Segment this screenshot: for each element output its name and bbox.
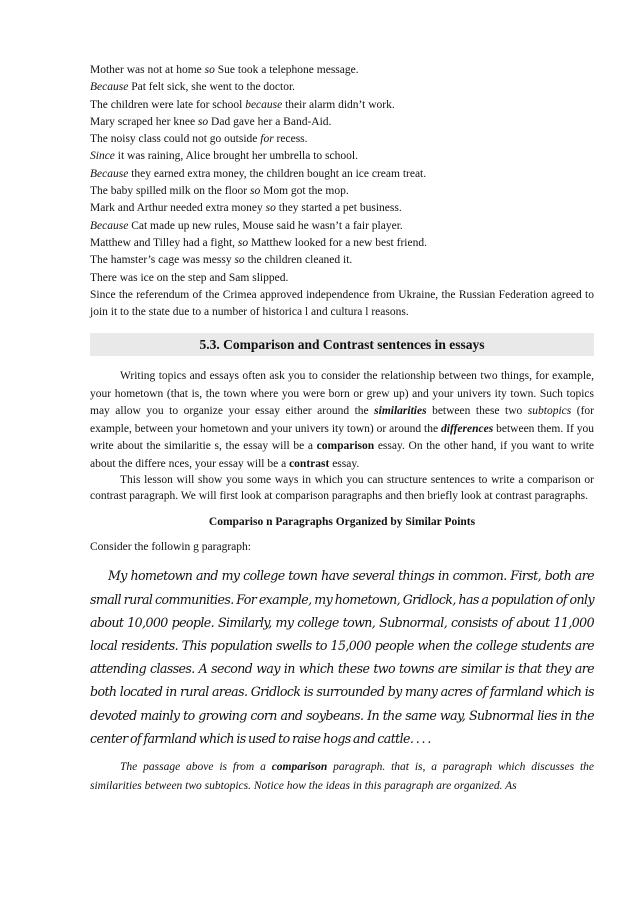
conjunction: for [260, 133, 274, 146]
crimea-sentence: Since the referendum of the Crimea approved independence from Ukraine, the Russian Federation agreed to join it to the state due to a number of historica l and cultura l reasons. [90, 288, 594, 319]
example-sentence: Since it was raining, Alice brought her umbrella to school. [90, 150, 358, 163]
example-sentence: Mary scraped her knee so Dad gave her a Band-Aid. [90, 115, 332, 128]
contrast-term: contrast [289, 457, 330, 470]
conjunction: Because [90, 219, 129, 232]
example-sentence: Because Cat made up new rules, Mouse said he wasn’t a fair player. [90, 219, 403, 232]
example-sentence: Matthew and Tilley had a fight, so Matthew looked for a new best friend. [90, 236, 427, 249]
conjunction: so [250, 185, 261, 198]
conjunction: so [204, 64, 215, 76]
closing-paragraph: The passage above is from a comparison paragraph. that is, a paragraph which discusses the similarities between two subtopics. Notice how the ideas in this paragraph are organized. As [90, 761, 594, 793]
example-sentences [90, 62, 594, 287]
comparison-subheading: Compariso n Paragraphs Organized by Similar Points [208, 516, 476, 529]
example-sentence: The children were late for school because their alarm didn’t work. [90, 98, 395, 111]
example-sentence: Mark and Arthur needed extra money so they started a pet business. [90, 202, 402, 215]
document-page [90, 62, 594, 796]
section-heading: 5.3. Comparison and Contrast sentences in essays [90, 333, 594, 356]
conjunction: so [265, 202, 276, 215]
conjunction: Because [90, 167, 129, 180]
example-sentence: The baby spilled milk on the floor so Mom got the mop. [90, 185, 349, 198]
consider-line: Consider the followin g paragraph: [90, 541, 251, 554]
conjunction: because [245, 98, 283, 111]
conjunction: Since [90, 150, 115, 163]
conjunction: so [234, 254, 245, 267]
subtopics-term: subtopics [527, 405, 572, 418]
conjunction: Because [90, 81, 129, 94]
similarities-term: similarities [374, 405, 427, 418]
conjunction: so [197, 115, 209, 128]
comparison-term: comparison [316, 440, 375, 453]
example-sentence: Because Pat felt sick, she went to the doctor. [90, 81, 296, 94]
intro-paragraph: Writing topics and essays often ask you to consider the relationship between two things, for example, your hometown (that is, the town where you were born or grew up) and your univers ity town. Such topics may allow you to organize your essay either around the similarities between these two subtopics (for example, between your hometown and your univers ity town) or around the differences between them. If you write about the similaritie s, the essay will be a comparison essay. On the other hand, if you want to write about the differe nces, your essay will be a contrast essay. [90, 370, 595, 470]
handwritten-sample-paragraph: My hometown and my college town have several things in common. First, both are small rural communities. For example, my hometown, Gridlock, has a population of only about 10,000 people. Similarly, my college town, Subnormal, consists of about 11,000 local residents. This population swells to 15,000 people when the college students are attending classes. A second way in which these two towns are similar is that they are both located in rural areas. Gridlock is surrounded by many acres of farmland which is devoted mainly to growing corn and soybeans. In the same way, Subnormal lies in the center of farmland which is used to raise hogs and cattle. . . . [90, 568, 594, 746]
example-sentence: Because they earned extra money, the children bought an ice cream treat. [90, 167, 427, 180]
closing-comparison-term: comparison [271, 761, 328, 774]
conjunction: so [237, 236, 249, 249]
example-sentence: The noisy class could not go outside for recess. [90, 133, 308, 146]
differences-term: differences [441, 422, 494, 435]
lesson-paragraph: This lesson will show you some ways in which you can structure sentences to write a comparison or contrast paragraph. We will first look at comparison paragraphs and then briefly look at contrast paragraphs. [90, 474, 594, 502]
example-sentence: Mother was not at home so Sue took a telephone message. [90, 64, 359, 76]
example-sentence: There was ice on the step and Sam slipped. [90, 271, 289, 284]
example-sentence: The hamster’s cage was messy so the children cleaned it. [90, 254, 353, 267]
